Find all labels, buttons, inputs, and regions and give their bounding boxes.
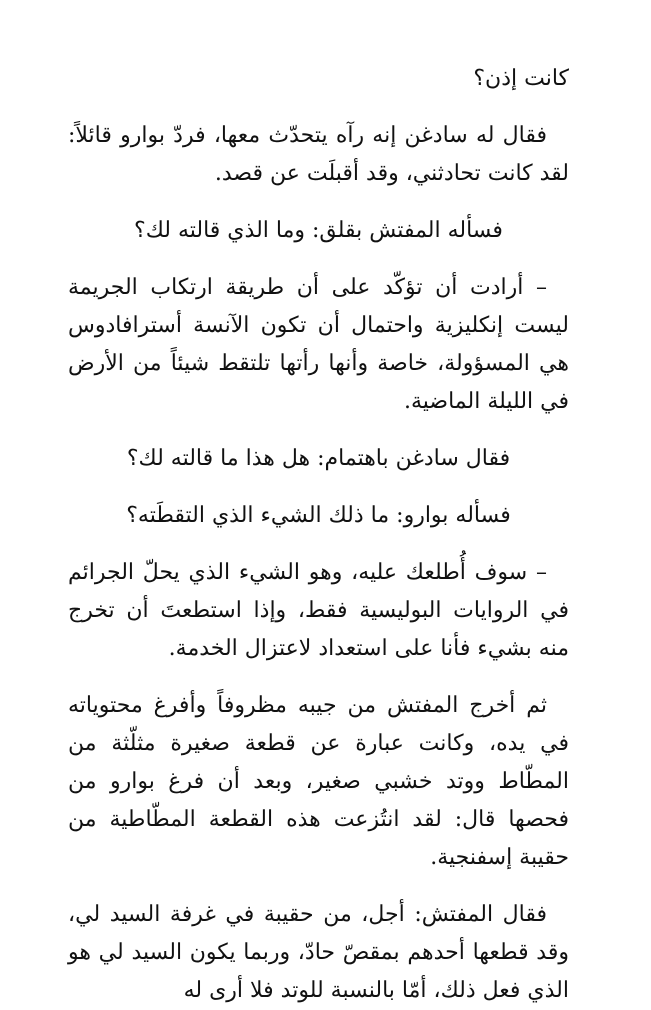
paragraph-1: كانت إذن؟ xyxy=(473,66,569,91)
paragraph-4: – أرادت أن تؤكّد على أن طريقة ارتكاب الجريمة ليست إنكليزية واحتمال أن تكون الآنسة أسترافادوس هي المسؤولة، خاصة وأنها رأتها تلتقط شيئاً من الأرض في الليلة الماضية. xyxy=(68,275,569,414)
paragraph-9: فقال المفتش: أجل، من حقيبة في غرفة السيد لي، وقد قطعها أحدهم بمقصّ حادّ، وربما يكون السيد لي هو الذي فعل ذلك، أمّا بالنسبة للوتد فلا أرى له xyxy=(68,902,569,1003)
paragraph-2: فقال له سادغن إنه رآه يتحدّث معها، فردّ بوارو قائلاً: لقد كانت تحادثني، وقد أقبلَت عن قصد. xyxy=(68,123,569,186)
paragraph-7: – سوف أُطلعك عليه، وهو الشيء الذي يحلّ الجرائم في الروايات البوليسية فقط، وإذا استطعتَ أن تخرج منه بشيء فأنا على استعداد لاعتزال الخدمة. xyxy=(68,560,569,661)
paragraph-8: ثم أخرج المفتش من جيبه مظروفاً وأفرغ محتوياته في يده، وكانت عبارة عن قطعة صغيرة مثلّثة من المطّاط ووتد خشبي صغير، وبعد أن فرغ بوارو من فحصها قال: لقد انتُزعت هذه القطعة المطّاطية من حقيبة إسفنجية. xyxy=(68,693,569,870)
paragraph-3: فسأله المفتش بقلق: وما الذي قالته لك؟ xyxy=(134,218,503,243)
paragraph-6: فسأله بوارو: ما ذلك الشيء الذي التقطَته؟ xyxy=(126,503,511,528)
paragraph-5: فقال سادغن باهتمام: هل هذا ما قالته لك؟ xyxy=(126,446,511,471)
book-page xyxy=(68,60,569,1003)
